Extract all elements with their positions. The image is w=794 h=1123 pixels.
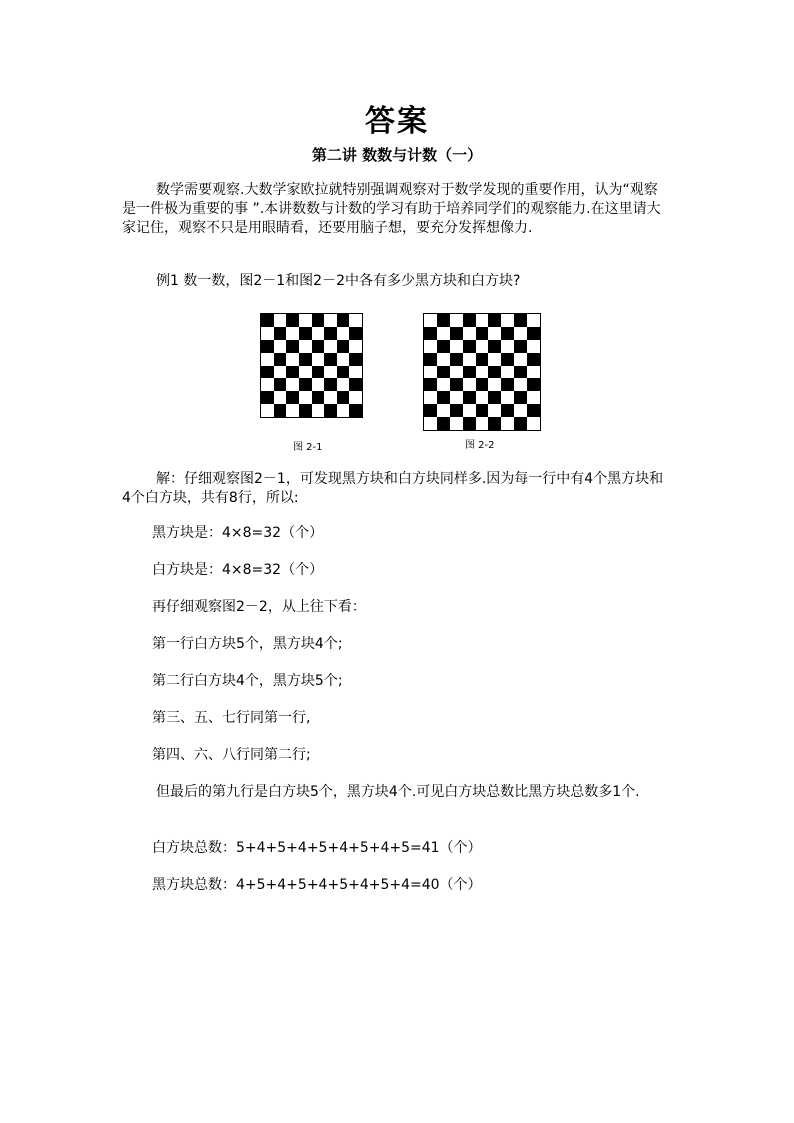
white-square (286, 378, 299, 391)
white-square (286, 327, 299, 340)
page-title: 答案 (365, 104, 429, 139)
black-square (514, 314, 527, 327)
black-square (312, 366, 325, 379)
black-square (514, 366, 527, 379)
white-square (349, 340, 362, 353)
black-square (527, 404, 540, 417)
black-total-line: 黑方块总数：4+5+4+5+4+5+4+5+4=40（个） (152, 877, 482, 893)
lecture-subtitle: 第二讲 数数与计数（一） (311, 146, 483, 164)
figure-2-1-board (260, 313, 363, 418)
conclusion-paragraph: 但最后的第九行是白方块5个，黑方块4个.可见白方块总数比黑方块总数多1个. (156, 784, 640, 800)
white-square (514, 404, 527, 417)
black-square (286, 366, 299, 379)
white-square (286, 353, 299, 366)
black-square (501, 378, 514, 391)
black-count-line: 黑方块是：4×8=32（个） (152, 525, 324, 541)
white-square (450, 417, 463, 430)
black-square (463, 417, 476, 430)
white-square (476, 417, 489, 430)
white-square (286, 404, 299, 417)
black-square (488, 314, 501, 327)
black-square (261, 391, 274, 404)
black-square (488, 340, 501, 353)
black-square (324, 404, 337, 417)
black-square (274, 378, 287, 391)
white-square (312, 327, 325, 340)
white-square (424, 314, 437, 327)
white-square (488, 327, 501, 340)
black-square (424, 404, 437, 417)
white-square (261, 404, 274, 417)
white-square (274, 314, 287, 327)
white-square (476, 391, 489, 404)
white-square (312, 404, 325, 417)
white-total-line: 白方块总数：5+4+5+4+5+4+5+4+5=41（个） (152, 840, 482, 856)
black-square (424, 327, 437, 340)
white-square (476, 314, 489, 327)
white-square (437, 353, 450, 366)
figure-2-2-board (423, 313, 541, 431)
white-square (514, 353, 527, 366)
black-square (312, 314, 325, 327)
white-square (349, 391, 362, 404)
figure-2-1-caption: 图 2-1 (293, 442, 323, 453)
white-square (261, 378, 274, 391)
white-square (261, 353, 274, 366)
white-square (324, 391, 337, 404)
white-square (424, 417, 437, 430)
white-square (527, 340, 540, 353)
black-square (437, 391, 450, 404)
black-square (274, 353, 287, 366)
black-square (476, 353, 489, 366)
black-square (527, 378, 540, 391)
white-square (324, 366, 337, 379)
black-square (450, 327, 463, 340)
white-square (488, 353, 501, 366)
black-square (514, 417, 527, 430)
black-square (437, 340, 450, 353)
white-square (437, 327, 450, 340)
white-square (450, 391, 463, 404)
black-square (463, 366, 476, 379)
black-square (463, 340, 476, 353)
row2-line: 第二行白方块4个，黑方块5个; (152, 673, 343, 689)
black-square (261, 340, 274, 353)
white-count-line: 白方块是：4×8=32（个） (152, 562, 324, 578)
black-square (261, 366, 274, 379)
white-square (312, 378, 325, 391)
white-square (463, 404, 476, 417)
white-square (527, 366, 540, 379)
black-square (349, 353, 362, 366)
white-square (324, 314, 337, 327)
black-square (286, 340, 299, 353)
example-question: 例1 数一数，图2－1和图2－2中各有多少黑方块和白方块? (156, 273, 521, 289)
white-square (501, 391, 514, 404)
black-square (274, 327, 287, 340)
observe-again-line: 再仔细观察图2－2，从上往下看： (152, 599, 366, 615)
black-square (463, 314, 476, 327)
black-square (501, 404, 514, 417)
black-square (476, 327, 489, 340)
white-square (274, 340, 287, 353)
figure-2-2-caption: 图 2-2 (465, 440, 495, 451)
black-square (476, 378, 489, 391)
white-square (299, 391, 312, 404)
white-square (337, 404, 350, 417)
black-square (337, 314, 350, 327)
white-square (501, 366, 514, 379)
white-square (450, 314, 463, 327)
intro-paragraph: 数学需要观察.大数学家欧拉就特别强调观察对于数学发现的重要作用，认为“观察是一件极为重要的事 ”.本讲数数与计数的学习有助于培养同学们的观察能力.在这里请大家记住，观察不只是用眼睛看，还要用脑子想，要充分发挥想像力. (122, 182, 661, 236)
white-square (463, 327, 476, 340)
black-square (324, 327, 337, 340)
white-square (324, 340, 337, 353)
black-square (299, 378, 312, 391)
white-square (488, 404, 501, 417)
black-square (337, 391, 350, 404)
white-square (437, 378, 450, 391)
black-square (286, 391, 299, 404)
white-square (527, 391, 540, 404)
white-square (501, 340, 514, 353)
white-square (274, 391, 287, 404)
white-square (349, 366, 362, 379)
black-square (437, 417, 450, 430)
black-square (324, 353, 337, 366)
black-square (312, 391, 325, 404)
black-square (349, 327, 362, 340)
black-square (349, 404, 362, 417)
black-square (424, 378, 437, 391)
white-square (514, 378, 527, 391)
white-square (337, 378, 350, 391)
white-square (299, 366, 312, 379)
black-square (261, 314, 274, 327)
white-square (299, 340, 312, 353)
black-square (299, 327, 312, 340)
white-square (437, 404, 450, 417)
white-square (261, 327, 274, 340)
black-square (424, 353, 437, 366)
even-rows-line: 第四、六、八行同第二行; (152, 747, 311, 763)
white-square (463, 353, 476, 366)
black-square (286, 314, 299, 327)
black-square (450, 353, 463, 366)
white-square (450, 340, 463, 353)
white-square (501, 417, 514, 430)
black-square (514, 340, 527, 353)
white-square (501, 314, 514, 327)
odd-rows-line: 第三、五、七行同第一行, (152, 710, 311, 726)
black-square (337, 340, 350, 353)
solution-paragraph: 解：仔细观察图2－1，可发现黑方块和白方块同样多.因为每一行中有4个黑方块和4个白方块，共有8行，所以: (122, 471, 664, 506)
black-square (501, 353, 514, 366)
black-square (514, 391, 527, 404)
black-square (476, 404, 489, 417)
white-square (349, 314, 362, 327)
white-square (488, 378, 501, 391)
black-square (527, 327, 540, 340)
white-square (299, 314, 312, 327)
white-square (274, 366, 287, 379)
black-square (312, 340, 325, 353)
white-square (527, 417, 540, 430)
white-square (424, 366, 437, 379)
black-square (349, 378, 362, 391)
white-square (337, 353, 350, 366)
black-square (324, 378, 337, 391)
white-square (337, 327, 350, 340)
black-square (437, 314, 450, 327)
black-square (274, 404, 287, 417)
white-square (312, 353, 325, 366)
black-square (450, 404, 463, 417)
white-square (450, 366, 463, 379)
white-square (527, 314, 540, 327)
white-square (424, 340, 437, 353)
black-square (463, 391, 476, 404)
black-square (488, 391, 501, 404)
white-square (476, 340, 489, 353)
row1-line: 第一行白方块5个，黑方块4个; (152, 636, 343, 652)
black-square (488, 417, 501, 430)
white-square (424, 391, 437, 404)
black-square (450, 378, 463, 391)
black-square (337, 366, 350, 379)
black-square (437, 366, 450, 379)
black-square (299, 404, 312, 417)
white-square (463, 378, 476, 391)
black-square (299, 353, 312, 366)
white-square (514, 327, 527, 340)
black-square (501, 327, 514, 340)
black-square (527, 353, 540, 366)
white-square (476, 366, 489, 379)
black-square (488, 366, 501, 379)
